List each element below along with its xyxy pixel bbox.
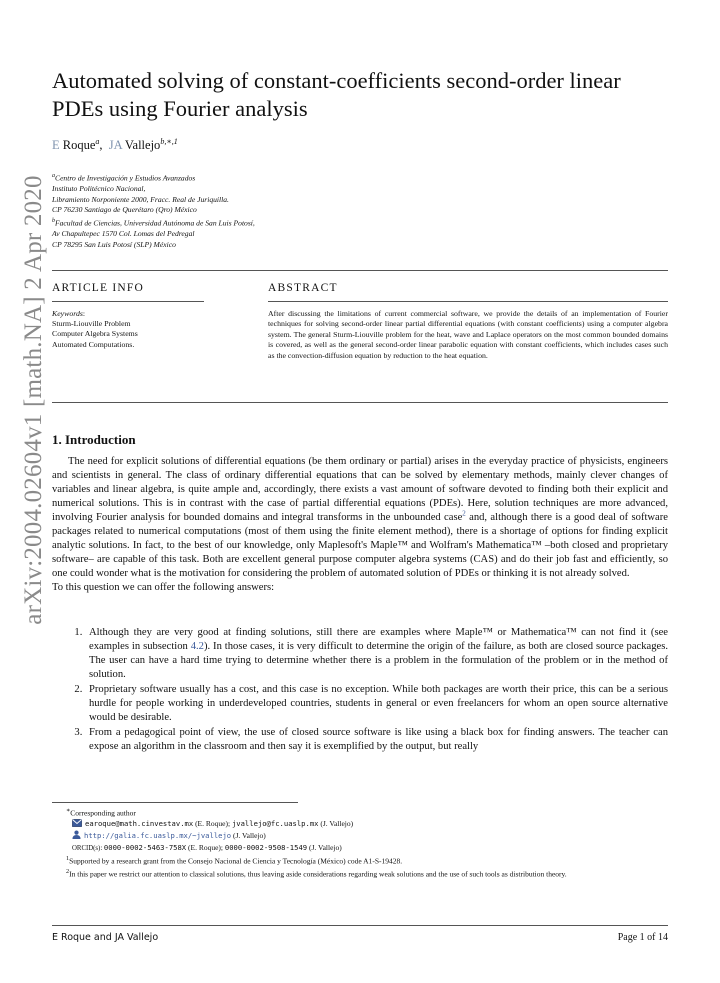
intro-paragraph-1: The need for explicit solutions of differential equations (be them ordinary or partial) arises in the everyday practice of physicists, engineers and scientists in general. The class of ordinary differential equations that can be solved by elementary methods, mainly clever changes of variables and linear algebra, is quite ample and, accordingly, there exists a vast amount of software devoted to finding both their explicit and numerical solutions. This is in contrast with the case of partial differential equations (PDEs). Here, solution techniques are more advanced, involving Fourier analysis for bounded domains and integral transforms in the unbounded case$^2$ and, although there is a good deal of software packages related to numerical computations (most of them using the finite element method), there is a shortage of options for finding explicit analytic solutions. In fact, to the best of our knowledge, only Maplesoft's Maple™ and Wolfram's Mathematica™ –both closed and proprietary software– are capable of this task. Both are excellent general purpose computer algebra systems (CAS) and do their job fast and efficiently, so one could wonder what is the motivation for considering the problem of automated solution of PDEs or thinking it is not already solved. — [52, 456, 668, 579]
author-1-surname: Roque — [62, 138, 96, 153]
footnote-1: $^1$Supported by a research grant from the Consejo Nacional de Ciencia y Tecnología (México) code A1-S-19428. — [66, 855, 403, 866]
running-footer-authors: E Roque and JA Vallejo — [52, 932, 159, 943]
arxiv-stamp — [14, 175, 54, 625]
paper-title: Automated solving of constant-coefficients second-order linear PDEs using Fourier analysis — [52, 68, 621, 121]
keywords-label: Keywords — [52, 309, 83, 318]
list-item: 3. From a pedagogical point of view, the use of closed source software is like using a black box for finding answers. The teacher can expose an algorithm in the classroom and then say it is exemplified by the output, but really — [85, 726, 668, 754]
footer-rule — [52, 925, 668, 926]
abstract-divider — [52, 402, 668, 403]
article-info-rule — [52, 301, 204, 302]
subsection-link[interactable]: 4.2 — [190, 641, 204, 652]
section-heading-introduction: 1. Introduction — [52, 432, 136, 447]
list-item: 2. Proprietary software usually has a cost, and this case is no exception. While both packages are worth their price, this can be a serious hurdle for people working in underdeveloped countries, students in general or even freelancers for whom an open source alternative would be desirable. — [85, 683, 668, 725]
email-link-roque[interactable]: earoque@math.cinvestav.mx — [85, 818, 194, 828]
footnote-rule — [52, 802, 298, 803]
keywords-block: Keywords: Sturm-Liouville Problem Computer Algebra Systems Automated Computations. — [52, 309, 252, 350]
affiliation-line: CP 76230 Santiago de Querétaro (Qro) México — [52, 205, 197, 215]
footnote-emails: earoque@math.cinvestav.mx (E. Roque); jvallejo@fc.uaslp.mx (J. Vallejo) — [52, 819, 668, 830]
orcid-roque[interactable]: 0000-0002-5463-758X — [103, 842, 187, 852]
footnote-corresponding: ∗Corresponding author — [66, 807, 136, 818]
list-item: 1. Although they are very good at finding solutions, still there are examples where Maple™ or Mathematica™ can not find it (see examples in subsection 4.2). In those cases, it is very difficult to determine the origin of the failure, as both are closed source packages. The user can have a hard time trying to determine whether there is a problem in the formulation of the problem or in the method of solution. — [85, 626, 668, 682]
abstract-heading: ABSTRACT — [268, 282, 338, 294]
affiliation-line: Instituto Politécnico Nacional, — [52, 184, 146, 194]
email-link-vallejo[interactable]: jvallejo@fc.uaslp.mx — [231, 818, 319, 828]
author-1-initials: E — [52, 138, 60, 153]
affiliation-line: $^a$Centro de Investigación y Estudios Avanzados — [52, 173, 196, 183]
author-2-mark: b,∗,1 — [160, 137, 178, 146]
keyword-item: Sturm-Liouville Problem — [52, 319, 131, 329]
keyword-item: Computer Algebra Systems — [52, 329, 138, 339]
author-2-initials: JA — [108, 138, 122, 153]
header-divider — [52, 270, 668, 271]
abstract-rule — [268, 301, 668, 302]
author-1-mark: a — [95, 137, 100, 146]
author-line: E Roque$^a$, JA Vallejo$^{b,∗,1}$ — [52, 137, 178, 153]
homepage-link[interactable]: http://galia.fc.uaslp.mx/~jvallejo — [84, 831, 232, 841]
footnote-2: $^2$In this paper we restrict our attention to classical solutions, thus leaving aside considerations regarding weak solutions and the use of such tools as distribution theory. — [66, 868, 567, 879]
affiliation-line: CP 78295 San Luis Potosí (SLP) México — [52, 239, 176, 249]
intro-paragraph-2: To this question we can offer the following answers: — [52, 582, 275, 593]
footnote-url: http://galia.fc.uaslp.mx/~jvallejo (J. Vallejo) — [52, 830, 668, 842]
abstract-text: After discussing the limitations of current commercial software, we provide the details of an implementation of Fourier techniques for solving second-order linear partial differential equations (with constant coefficients) using a computer algebra system. The general Sturm-Liouville problem for the heat, wave and Laplace operators on the most common bounded domains is covered, as well as the general second-order linear parabolic equation with constant coefficients, which includes cases such as the convection-diffusion equation by reduction to the heat equation. — [268, 309, 668, 360]
affiliation-line: Libramiento Norponiente 2000, Fracc. Real de Juriquilla. — [52, 194, 229, 204]
person-icon — [72, 830, 81, 842]
affiliation-line: Av Chapultepec 1570 Col. Lomas del Pedregal — [52, 229, 195, 239]
affiliation-line: $^b$Facultad de Ciencias, Universidad Autónoma de San Luis Potosí, — [52, 217, 255, 228]
intro-body — [52, 455, 668, 595]
footnote-orcid: ORCID(s): 0000-0002-5463-758X (E. Roque); 0000-0002-9508-1549 (J. Vallejo) — [72, 842, 342, 852]
author-2-surname: Vallejo — [124, 138, 161, 153]
arxiv-stamp-text: arXiv:2004.02604v1 [math.NA] 2 Apr 2020 — [20, 175, 47, 625]
envelope-icon — [72, 819, 82, 830]
footnote-2-ref[interactable]: 2 — [462, 509, 466, 518]
page-number: Page 1 of 14 — [617, 932, 668, 943]
answers-list — [52, 626, 668, 755]
keyword-item: Automated Computations. — [52, 339, 135, 349]
affiliations — [52, 171, 372, 250]
orcid-vallejo[interactable]: 0000-0002-9508-1549 — [224, 842, 308, 852]
footnotes — [52, 806, 668, 880]
article-info-heading: ARTICLE INFO — [52, 282, 144, 294]
